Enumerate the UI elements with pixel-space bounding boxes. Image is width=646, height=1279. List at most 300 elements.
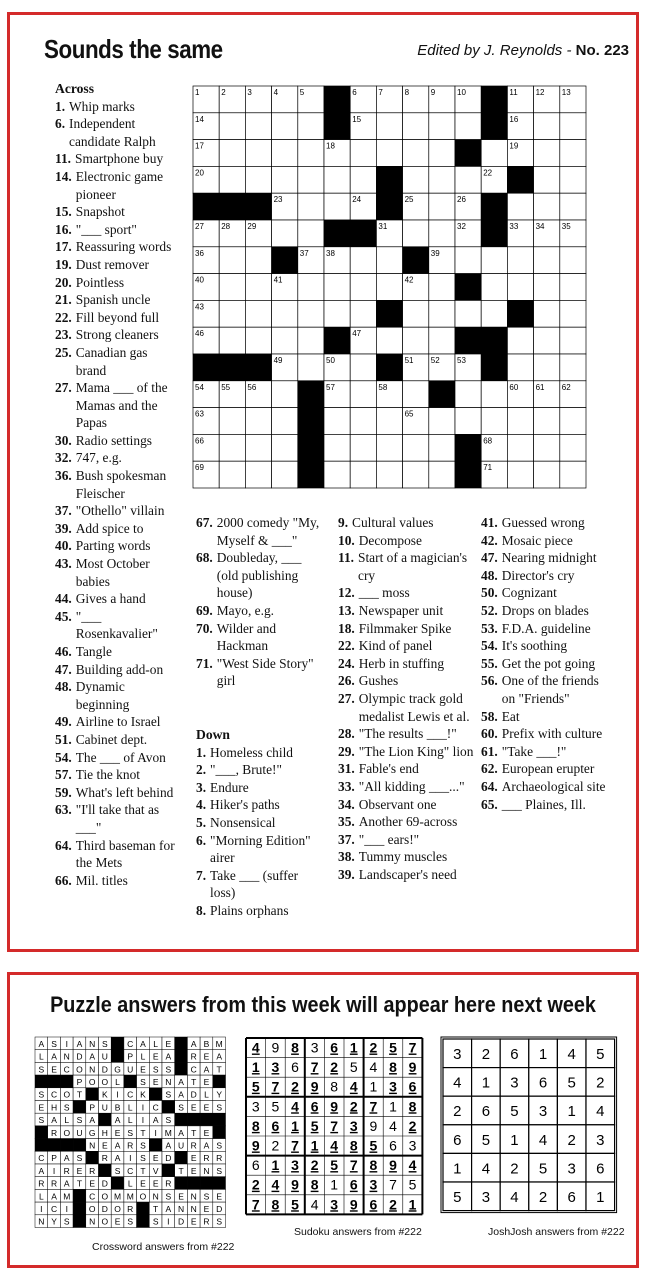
grid-clue-number: 68 [483, 436, 493, 446]
down-clues-column-3 [481, 514, 607, 813]
answer-letter: S [38, 1064, 45, 1075]
grid-cell[interactable] [507, 274, 533, 301]
grid-cell[interactable] [560, 300, 586, 327]
clue-number: 15. [55, 204, 72, 220]
grid-cell[interactable] [245, 247, 271, 274]
answer-black-square [162, 1164, 175, 1177]
clue-number: 65. [481, 796, 498, 812]
grid-cell[interactable] [324, 193, 350, 220]
grid-clue-number: 64 [299, 409, 309, 419]
clue-text: Tie the knot [75, 767, 140, 783]
grid-cell[interactable] [507, 461, 533, 488]
grid-cell[interactable] [245, 300, 271, 327]
grid-black-square [481, 113, 507, 140]
grid-cell[interactable] [481, 140, 507, 167]
clue-text: Decompose [358, 532, 422, 548]
grid-cell[interactable] [245, 166, 271, 193]
grid-cell[interactable] [219, 408, 245, 435]
grid-cell[interactable] [350, 381, 376, 408]
grid-cell[interactable] [560, 327, 586, 354]
sudoku-digit: 8 [251, 1117, 260, 1134]
grid-cell[interactable] [429, 220, 455, 247]
grid-cell[interactable] [560, 166, 586, 193]
clue-text: Building add-on [75, 661, 164, 677]
grid-cell[interactable] [534, 140, 560, 167]
clue-text: Olympic track gold medalist Lewis et al. [358, 690, 470, 724]
grid-cell[interactable] [350, 354, 376, 381]
grid-cell[interactable] [298, 300, 324, 327]
grid-cell[interactable] [403, 381, 429, 408]
grid-cell[interactable] [219, 461, 245, 488]
grid-cell[interactable] [219, 300, 245, 327]
grid-cell[interactable] [298, 140, 324, 167]
across-clue [196, 620, 324, 655]
clue-text: Smartphone buy [75, 151, 164, 167]
grid-cell[interactable] [507, 247, 533, 274]
grid-clue-number: 33 [509, 222, 519, 231]
grid-cell[interactable] [507, 327, 533, 354]
sudoku-digit: 7 [330, 1117, 339, 1134]
grid-cell[interactable] [376, 113, 402, 140]
grid-cell[interactable] [560, 274, 586, 301]
grid-cell[interactable] [455, 113, 481, 140]
clue-text: Nonsensical [210, 814, 276, 830]
answer-black-square [175, 1113, 188, 1126]
joshjosh-digit: 1 [510, 1131, 519, 1149]
across-clue [55, 150, 181, 168]
grid-cell[interactable] [403, 140, 429, 167]
grid-cell[interactable] [272, 434, 298, 461]
grid-cell[interactable] [245, 274, 271, 301]
answer-black-square [162, 1101, 175, 1114]
grid-cell[interactable] [560, 113, 586, 140]
grid-cell[interactable] [376, 140, 402, 167]
grid-cell[interactable] [507, 408, 533, 435]
grid-cell[interactable] [560, 354, 586, 381]
down-clue [481, 760, 607, 778]
clue-number: 40. [55, 538, 72, 554]
answer-letter: O [114, 1204, 121, 1215]
answer-letter: E [140, 1178, 146, 1189]
grid-cell[interactable] [298, 220, 324, 247]
joshjosh-digit: 3 [510, 1074, 519, 1092]
grid-cell[interactable] [534, 327, 560, 354]
grid-cell[interactable] [350, 274, 376, 301]
across-clue [55, 502, 181, 520]
down-clue [481, 743, 607, 761]
grid-cell[interactable] [403, 300, 429, 327]
grid-cell[interactable] [376, 434, 402, 461]
grid-cell[interactable] [298, 193, 324, 220]
across-clue [55, 379, 181, 432]
clue-number: 33. [338, 778, 355, 794]
answer-letter: M [215, 1038, 223, 1049]
grid-clue-number: 37 [299, 248, 309, 258]
clue-text: Kind of panel [358, 638, 433, 654]
grid-clue-number: 61 [535, 382, 545, 392]
grid-clue-number: 24 [352, 195, 362, 205]
crossword-grid[interactable] [192, 85, 587, 494]
grid-cell[interactable] [324, 434, 350, 461]
grid-cell[interactable] [272, 140, 298, 167]
grid-cell[interactable] [429, 327, 455, 354]
across-clue [55, 731, 181, 749]
clue-text: Independent candidate Ralph [69, 116, 156, 149]
grid-cell[interactable] [350, 140, 376, 167]
down-clue [481, 708, 607, 726]
clue-number: 5. [196, 814, 207, 830]
clue-text: "___ sport" [75, 221, 137, 237]
sudoku-digit: 2 [291, 1078, 299, 1095]
answer-letter: R [50, 1127, 58, 1138]
grid-cell[interactable] [324, 274, 350, 301]
grid-cell[interactable] [350, 461, 376, 488]
clue-number: 56. [481, 673, 498, 689]
joshjosh-digit: 6 [510, 1046, 519, 1064]
grid-cell[interactable] [376, 408, 402, 435]
sudoku-digit: 4 [408, 1157, 417, 1174]
sudoku-digit: 3 [251, 1098, 260, 1115]
grid-cell[interactable] [429, 274, 455, 301]
clue-text: European erupter [501, 761, 595, 777]
grid-cell[interactable] [534, 193, 560, 220]
joshjosh-digit: 2 [596, 1074, 605, 1092]
grid-cell[interactable] [350, 434, 376, 461]
answer-letter: R [190, 1051, 197, 1062]
clue-number: 18. [338, 620, 355, 636]
grid-cell[interactable] [298, 327, 324, 354]
answer-letter: D [165, 1153, 172, 1164]
answer-letter: A [140, 1038, 146, 1049]
joshjosh-digit: 1 [567, 1103, 576, 1121]
grid-cell[interactable] [272, 408, 298, 435]
answer-black-square [48, 1075, 61, 1088]
sudoku-digit: 4 [251, 1039, 260, 1056]
answer-letter: E [152, 1178, 159, 1189]
answer-black-square [124, 1075, 137, 1088]
grid-cell[interactable] [298, 166, 324, 193]
clue-text: Get the pot going [501, 655, 596, 671]
grid-cell[interactable] [376, 327, 402, 354]
answer-letter: M [63, 1191, 71, 1202]
joshjosh-digit: 5 [510, 1103, 519, 1121]
answer-letter: O [101, 1216, 109, 1227]
grid-cell[interactable] [403, 220, 429, 247]
grid-cell[interactable] [560, 140, 586, 167]
grid-cell[interactable] [534, 113, 560, 140]
clue-number: 64. [481, 778, 498, 794]
answer-letter: E [140, 1064, 146, 1075]
grid-cell[interactable] [245, 408, 271, 435]
down-clue [481, 567, 607, 585]
grid-cell[interactable] [403, 461, 429, 488]
answer-black-square [99, 1164, 112, 1177]
sudoku-digit: 7 [310, 1059, 319, 1076]
grid-cell[interactable] [481, 247, 507, 274]
answer-black-square [86, 1151, 99, 1164]
grid-cell[interactable] [560, 434, 586, 461]
grid-clue-number: 23 [273, 195, 283, 205]
grid-cell[interactable] [481, 408, 507, 435]
grid-cell[interactable] [403, 434, 429, 461]
grid-cell[interactable] [534, 408, 560, 435]
clue-text: Dust remover [75, 256, 150, 272]
grid-clue-number: 63 [195, 409, 204, 419]
clue-number: 24. [338, 655, 355, 671]
grid-cell[interactable] [376, 461, 402, 488]
down-clue [338, 514, 478, 532]
answer-letter: N [63, 1051, 70, 1062]
grid-cell[interactable] [534, 354, 560, 381]
grid-cell[interactable] [507, 354, 533, 381]
grid-cell[interactable] [272, 220, 298, 247]
clue-number: 35. [338, 814, 355, 830]
clue-number: 11. [338, 550, 354, 566]
answer-letter: E [203, 1204, 210, 1215]
grid-cell[interactable] [272, 166, 298, 193]
grid-cell[interactable] [560, 408, 586, 435]
grid-cell[interactable] [429, 461, 455, 488]
across-clue [55, 661, 181, 679]
clue-number: 41. [481, 515, 498, 530]
clue-text: 2000 comedy "My, Myself & ___" [216, 515, 320, 548]
answer-letter: A [178, 1077, 184, 1088]
answer-letter: V [152, 1165, 159, 1176]
clue-number: 68. [196, 550, 213, 566]
clue-number: 20. [55, 274, 72, 290]
grid-cell[interactable] [272, 461, 298, 488]
grid-cell[interactable] [219, 274, 245, 301]
grid-cell[interactable] [560, 247, 586, 274]
crossword-grid-svg [192, 85, 587, 489]
down-clue [338, 655, 478, 673]
clue-text: Electronic game pioneer [75, 168, 164, 202]
sudoku-digit: 3 [330, 1196, 339, 1213]
clue-text: ___ Plaines, Ill. [501, 796, 586, 812]
grid-cell[interactable] [350, 166, 376, 193]
clue-text: The ___ of Avon [75, 749, 166, 765]
answer-letter: L [64, 1115, 70, 1126]
answer-black-square [73, 1215, 86, 1228]
down-clue [481, 584, 607, 602]
grid-cell[interactable] [534, 300, 560, 327]
previous-crossword-answers [34, 1036, 227, 1234]
grid-cell[interactable] [376, 274, 402, 301]
grid-cell[interactable] [481, 381, 507, 408]
grid-cell[interactable] [534, 166, 560, 193]
answer-letter: O [63, 1089, 71, 1100]
grid-cell[interactable] [429, 300, 455, 327]
grid-cell[interactable] [481, 300, 507, 327]
grid-black-square [219, 193, 245, 220]
sudoku-digit: 6 [271, 1117, 280, 1134]
answer-black-square [73, 1202, 86, 1215]
clue-text: ___ moss [358, 585, 410, 601]
joshjosh-caption: JoshJosh answers from #222 [488, 1226, 625, 1238]
down-clue [338, 672, 478, 690]
answer-letter: N [89, 1064, 96, 1075]
answer-letter: H [50, 1102, 58, 1113]
grid-clue-number: 25 [404, 195, 414, 205]
answer-letter: E [178, 1191, 184, 1202]
puzzle-title: Sounds the same [44, 34, 223, 64]
sudoku-digit: 7 [389, 1176, 397, 1193]
sudoku-digit: 3 [369, 1176, 378, 1193]
grid-cell[interactable] [272, 300, 298, 327]
joshjosh-digit: 5 [567, 1074, 576, 1092]
answer-letter: C [152, 1102, 159, 1113]
grid-cell[interactable] [455, 381, 481, 408]
clue-number: 64. [55, 837, 72, 853]
grid-cell[interactable] [455, 166, 481, 193]
grid-cell[interactable] [245, 113, 271, 140]
grid-cell[interactable] [429, 193, 455, 220]
answer-letter: S [140, 1077, 146, 1088]
grid-clue-number: 19 [509, 141, 519, 151]
across-clue [55, 203, 181, 221]
clue-text: "___, Brute!" [210, 762, 282, 778]
grid-cell[interactable] [298, 354, 324, 381]
answer-black-square [200, 1113, 213, 1126]
answer-letter: S [63, 1102, 70, 1113]
grid-clue-number: 18 [326, 141, 335, 151]
grid-cell[interactable] [245, 327, 271, 354]
grid-cell[interactable] [245, 140, 271, 167]
clue-text: Parting words [75, 538, 151, 554]
grid-cell[interactable] [324, 408, 350, 435]
down-clue [338, 584, 478, 602]
grid-cell[interactable] [350, 408, 376, 435]
sudoku-digit: 4 [291, 1098, 299, 1115]
grid-clue-number: 27 [195, 222, 204, 231]
down-clue [196, 744, 324, 762]
grid-cell[interactable] [534, 274, 560, 301]
grid-cell[interactable] [507, 193, 533, 220]
clue-text: Gushes [358, 673, 399, 689]
across-clue [55, 309, 181, 327]
grid-cell[interactable] [272, 113, 298, 140]
grid-cell[interactable] [298, 113, 324, 140]
grid-cell[interactable] [534, 247, 560, 274]
clue-text: "The results ___!" [358, 726, 457, 742]
grid-cell[interactable] [429, 140, 455, 167]
grid-cell[interactable] [560, 461, 586, 488]
answer-letter: A [38, 1038, 45, 1049]
grid-clue-number: 40 [195, 275, 204, 285]
grid-cell[interactable] [219, 247, 245, 274]
grid-cell[interactable] [429, 166, 455, 193]
clue-text: "I'll take that as ___" [75, 802, 160, 835]
answer-letter: N [190, 1191, 197, 1202]
across-clue [55, 432, 181, 450]
grid-cell[interactable] [245, 461, 271, 488]
clue-text: Radio settings [75, 432, 153, 448]
grid-cell[interactable] [324, 461, 350, 488]
answer-letter: A [89, 1051, 95, 1062]
answer-letter: L [140, 1051, 146, 1062]
clue-text: Herb in stuffing [358, 655, 445, 671]
grid-cell[interactable] [219, 434, 245, 461]
grid-clue-number: 21 [378, 168, 388, 178]
clue-number: 59. [55, 784, 72, 800]
grid-cell[interactable] [219, 327, 245, 354]
grid-cell[interactable] [534, 434, 560, 461]
answer-letter: A [51, 1191, 57, 1202]
grid-cell[interactable] [455, 300, 481, 327]
grid-cell[interactable] [272, 327, 298, 354]
grid-clue-number: 1 [195, 88, 200, 97]
answer-letter: E [190, 1216, 197, 1227]
down-clue [338, 778, 478, 796]
grid-clue-number: 60 [509, 382, 519, 392]
grid-cell[interactable] [429, 113, 455, 140]
down-clue [196, 902, 324, 920]
grid-cell[interactable] [324, 166, 350, 193]
grid-cell[interactable] [429, 434, 455, 461]
answer-letter: O [139, 1191, 147, 1202]
down-clue [338, 549, 478, 584]
grid-cell[interactable] [219, 166, 245, 193]
answer-letter: E [102, 1140, 108, 1151]
down-clue [196, 867, 324, 902]
grid-cell[interactable] [245, 434, 271, 461]
sudoku-digit: 4 [271, 1176, 280, 1193]
grid-cell[interactable] [534, 461, 560, 488]
grid-black-square [324, 327, 350, 354]
grid-cell[interactable] [455, 408, 481, 435]
grid-cell[interactable] [324, 300, 350, 327]
down-clue [338, 725, 478, 743]
grid-cell[interactable] [219, 140, 245, 167]
answer-letter: Y [51, 1216, 57, 1227]
grid-cell[interactable] [403, 166, 429, 193]
grid-cell[interactable] [429, 408, 455, 435]
sudoku-digit: 7 [408, 1039, 417, 1056]
answer-letter: T [140, 1165, 146, 1176]
grid-cell[interactable] [403, 113, 429, 140]
grid-cell[interactable] [350, 300, 376, 327]
answer-letter: A [152, 1115, 159, 1126]
answer-letter: O [63, 1127, 71, 1138]
sudoku-digit: 9 [310, 1078, 319, 1095]
answer-letter: L [127, 1115, 133, 1126]
answer-letter: S [127, 1127, 134, 1138]
grid-cell[interactable] [219, 113, 245, 140]
grid-cell[interactable] [560, 193, 586, 220]
grid-cell[interactable] [507, 434, 533, 461]
issue-number: No. 223 [575, 42, 629, 59]
down-clue [338, 760, 478, 778]
grid-cell[interactable] [350, 247, 376, 274]
grid-clue-number: 35 [561, 222, 571, 231]
grid-cell[interactable] [481, 274, 507, 301]
grid-cell[interactable] [376, 247, 402, 274]
answer-letter: A [178, 1089, 184, 1100]
sudoku-digit: 8 [271, 1196, 280, 1213]
grid-cell[interactable] [298, 274, 324, 301]
clue-text: Cognizant [501, 585, 557, 601]
sudoku-digit: 4 [330, 1137, 339, 1154]
grid-clue-number: 9 [430, 88, 436, 97]
grid-clue-number: 71 [483, 463, 493, 473]
clue-text: Mayo, e.g. [216, 602, 275, 618]
grid-cell[interactable] [272, 381, 298, 408]
answer-letter: O [101, 1077, 109, 1088]
grid-cell[interactable] [455, 247, 481, 274]
answer-letter: C [190, 1064, 197, 1075]
grid-cell[interactable] [403, 327, 429, 354]
answer-black-square [175, 1062, 188, 1075]
